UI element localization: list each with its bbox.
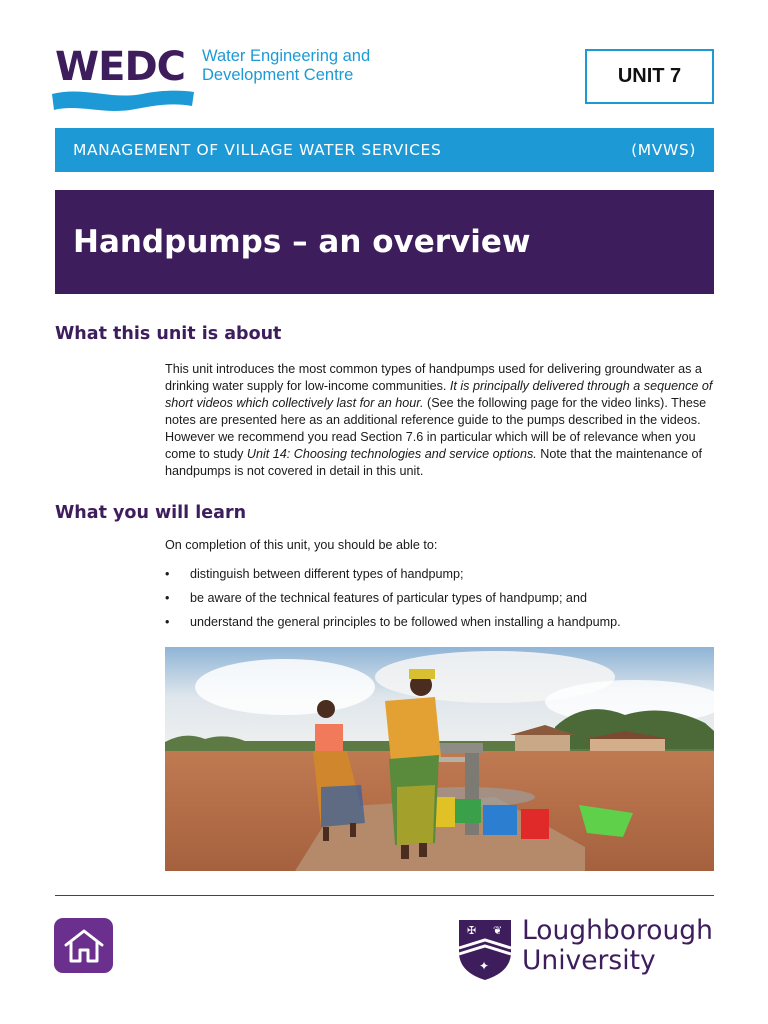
home-button[interactable] <box>54 918 113 973</box>
course-bar <box>55 128 714 172</box>
university-crest-icon <box>457 918 513 982</box>
svg-text:✠: ✠ <box>467 924 477 937</box>
learn-heading: What you will learn <box>55 503 247 523</box>
wedc-logo <box>52 44 382 114</box>
about-heading: What this unit is about <box>55 324 282 344</box>
list-item: • be aware of the technical features of particular types of handpump; and <box>165 591 587 605</box>
home-icon <box>63 927 105 965</box>
logo-wordmark: WEDC <box>55 44 186 90</box>
page-title: Handpumps – an overview <box>55 190 714 294</box>
course-title: MANAGEMENT OF VILLAGE WATER SERVICES <box>73 141 442 159</box>
list-item: • understand the general principles to be followed when installing a handpump. <box>165 615 621 629</box>
unit-label: UNIT 7 <box>585 49 714 104</box>
list-item: • distinguish between different types of handpump; <box>165 567 464 581</box>
handpump-photo <box>165 647 714 871</box>
svg-text:❦: ❦ <box>493 924 503 937</box>
org-name: Water Engineering and Development Centre <box>202 47 371 84</box>
learn-intro: On completion of this unit, you should be able to: <box>165 538 438 552</box>
course-code: (MVWS) <box>631 141 696 159</box>
wave-icon <box>52 88 194 112</box>
footer-divider <box>55 895 714 896</box>
learning-outcomes-list <box>165 566 621 638</box>
about-paragraph: This unit introduces the most common types of handpumps used for delivering groundwater as a drinking water supply for low-income communities. It is principally delivered through a sequence of short videos which collectively last for an hour. (See the following page for the video links). These notes are presented here as an additional reference guide to the pumps described in the videos. However we recommend you read Section 7.6 in particular which will be of relevance when you come to study Unit 14: Choosing technologies and service options. Note that the maintenance of handpumps is not covered in detail in this unit. <box>165 362 713 478</box>
university-name: Loughborough University <box>522 915 713 976</box>
loughborough-logo <box>457 916 727 982</box>
svg-text:✦: ✦ <box>479 959 490 973</box>
